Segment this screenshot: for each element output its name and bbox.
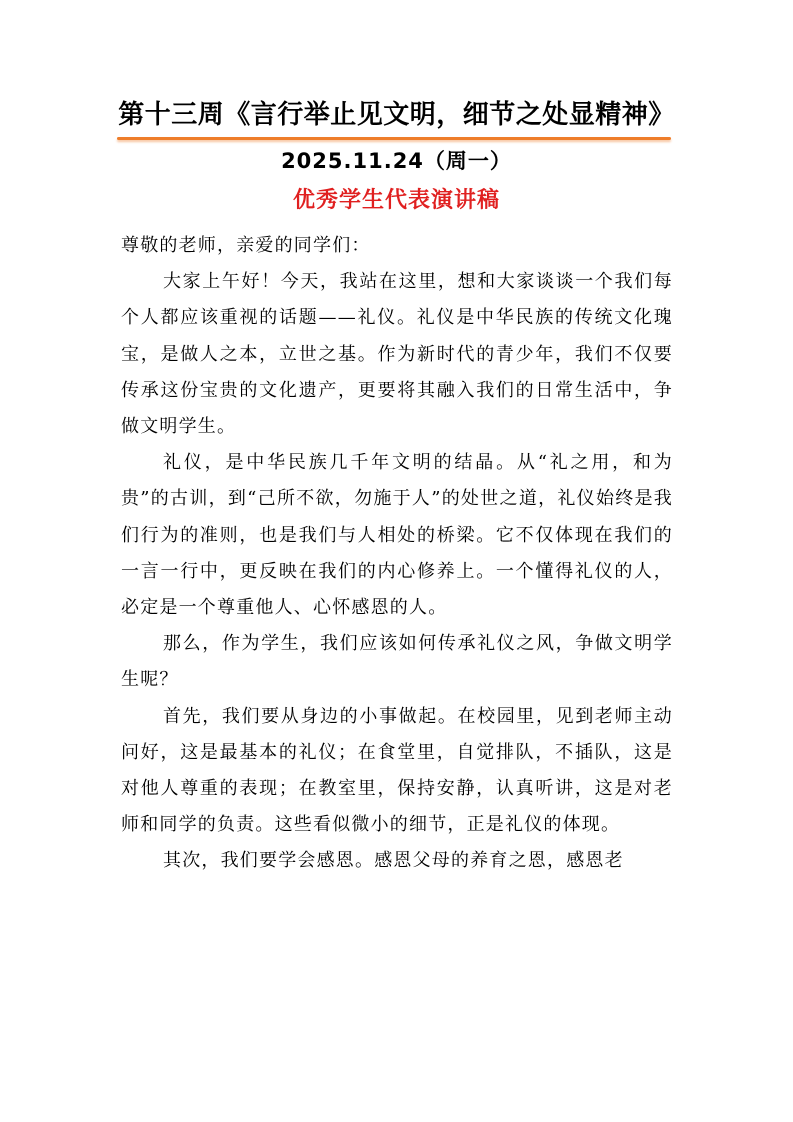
document-body	[121, 228, 673, 880]
document-title: 第十三周《言行举止见文明，细节之处显精神》	[118, 100, 675, 130]
document-subtitle: 优秀学生代表演讲稿	[292, 188, 500, 213]
paragraph: 那么，作为学生，我们应该如何传承礼仪之风，争做文明学生呢？	[121, 633, 673, 691]
paragraph: 首先，我们要从身边的小事做起。在校园里，见到老师主动问好，这是最基本的礼仪；在食堂里，自觉排队，不插队，这是对他人尊重的表现；在教室里，保持安静，认真听讲，这是对老师和同学的负责。这些看似微小的细节，正是礼仪的体现。	[121, 705, 673, 836]
salutation: 尊敬的老师，亲爱的同学们：	[121, 235, 371, 256]
paragraph: 礼仪，是中华民族几千年文明的结晶。从“礼之用，和为贵”的古训，到“己所不欲，勿施于人”的处世之道，礼仪始终是我们行为的准则，也是我们与人相处的桥梁。它不仅体现在我们的一言一行中，更反映在我们的内心修养上。一个懂得礼仪的人，必定是一个尊重他人、心怀感恩的人。	[121, 452, 673, 619]
document-date: 2025.11.24（周一）	[281, 149, 512, 173]
paragraph: 大家上午好！今天，我站在这里，想和大家谈谈一个我们每个人都应该重视的话题——礼仪。礼仪是中华民族的传统文化瑰宝，是做人之本，立世之基。作为新时代的青少年，我们不仅要传承这份宝贵的文化遗产，更要将其融入我们的日常生活中，争做文明学生。	[121, 271, 673, 438]
paragraph: 其次，我们要学会感恩。感恩父母的养育之恩，感恩老	[163, 850, 624, 872]
title-underline	[117, 137, 671, 140]
